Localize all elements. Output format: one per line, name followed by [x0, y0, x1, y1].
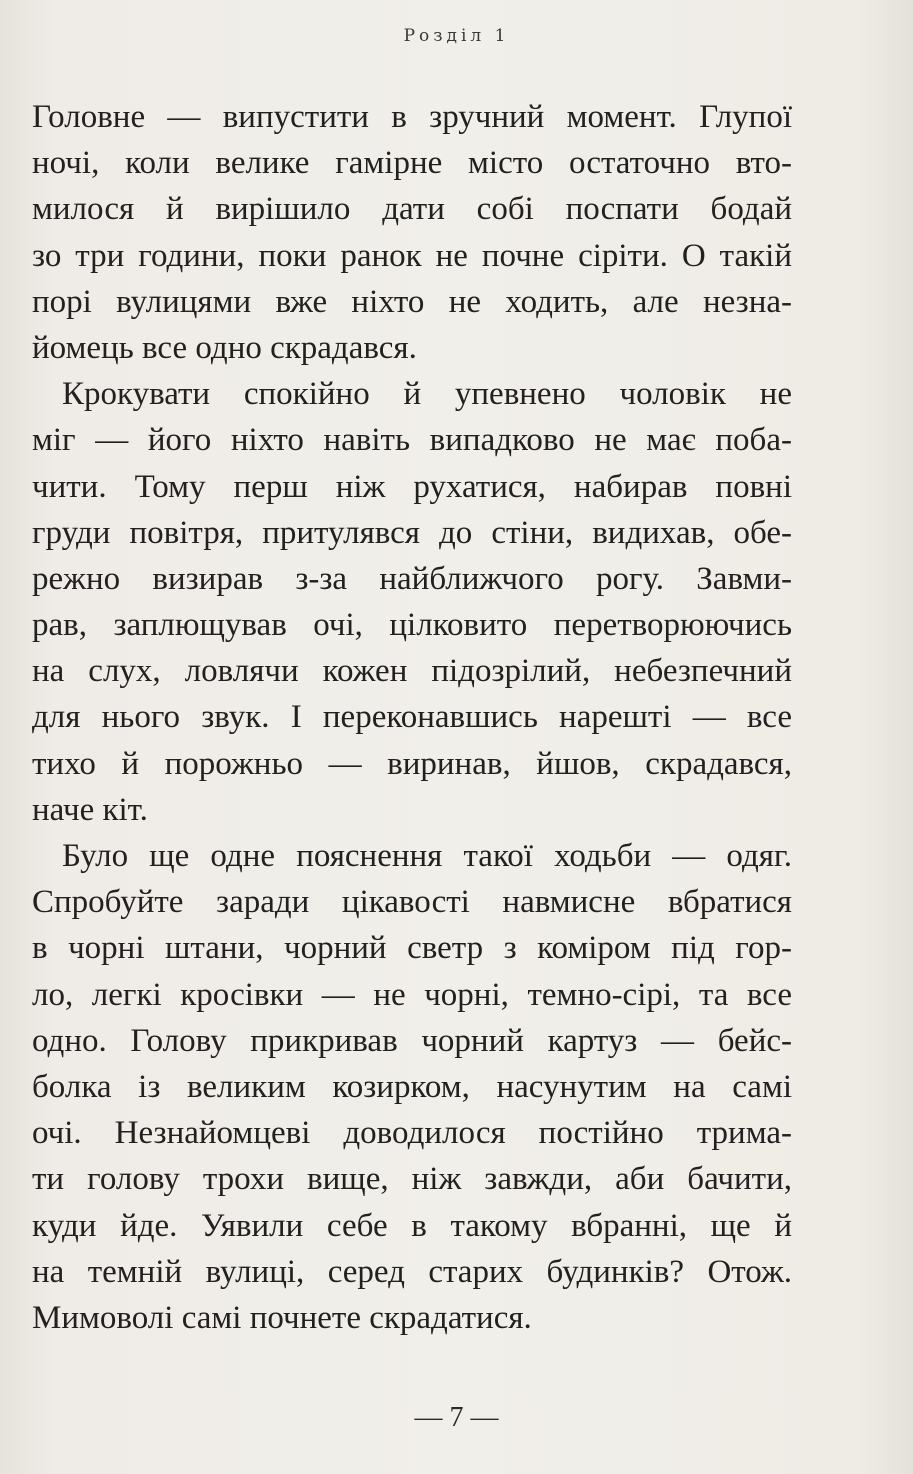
page-number: — 7 — — [414, 1402, 499, 1433]
text-line: куди йде. Уявили себе в такому вбранні, ще й — [32, 1207, 792, 1244]
text-line: Крокувати спокійно й упевнено чоловік не — [62, 376, 792, 413]
text-line: режно визирав з-за найближчого рогу. Завми- — [32, 560, 792, 597]
text-line: груди повітря, притулявся до стіни, видихав, обе- — [32, 514, 792, 551]
text-line: на слух, ловлячи кожен підозрілий, небезпечний — [32, 653, 792, 690]
body-text — [32, 94, 792, 1341]
text-line: тихо й порожньо — виринав, йшов, скрадався, — [32, 745, 792, 782]
text-line: Головне — випустити в зручний момент. Глупої — [32, 99, 792, 135]
text-line: очі. Незнайомцеві доводилося постійно трима- — [32, 1115, 792, 1152]
text-line: порі вулицями вже ніхто не ходить, але незна- — [32, 283, 792, 320]
text-line: ночі, коли велике гамірне місто остаточно вто- — [32, 145, 792, 182]
running-head: Розділ 1 — [403, 26, 510, 46]
text-line: милося й вирішило дати собі поспати бодай — [32, 191, 792, 228]
text-line: для нього звук. І переконавшись нарешті — все — [32, 699, 792, 736]
text-line: рав, заплющував очі, цілковито перетворюючись — [32, 607, 792, 644]
text-line: йомець все одно скрадався. — [32, 329, 417, 366]
text-line: Спробуйте заради цікавості навмисне вбратися — [32, 884, 792, 921]
text-line: ло, легкі кросівки — не чорні, темно-сірі, та все — [32, 976, 792, 1013]
text-line: зо три години, поки ранок не почне сіріти. О такій — [32, 237, 792, 274]
text-line: Мимоволі самі почнете скрадатися. — [32, 1299, 532, 1336]
text-line: чити. Тому перш ніж рухатися, набирав повні — [32, 468, 792, 505]
text-line: болка із великим козирком, насунутим на самі — [32, 1068, 792, 1105]
text-line: міг — його ніхто навіть випадково не має поба- — [32, 422, 792, 459]
text-line: ти голову трохи вище, ніж завжди, аби бачити, — [32, 1161, 792, 1198]
text-line: наче кіт. — [32, 791, 148, 828]
text-line: Було ще одне пояснення такої ходьби — одяг. — [62, 838, 792, 874]
text-line: на темній вулиці, серед старих будинків? Отож. — [32, 1253, 792, 1290]
text-line: одно. Голову прикривав чорний картуз — бейс- — [32, 1022, 792, 1059]
text-line: в чорні штани, чорний светр з коміром під гор- — [32, 930, 792, 967]
